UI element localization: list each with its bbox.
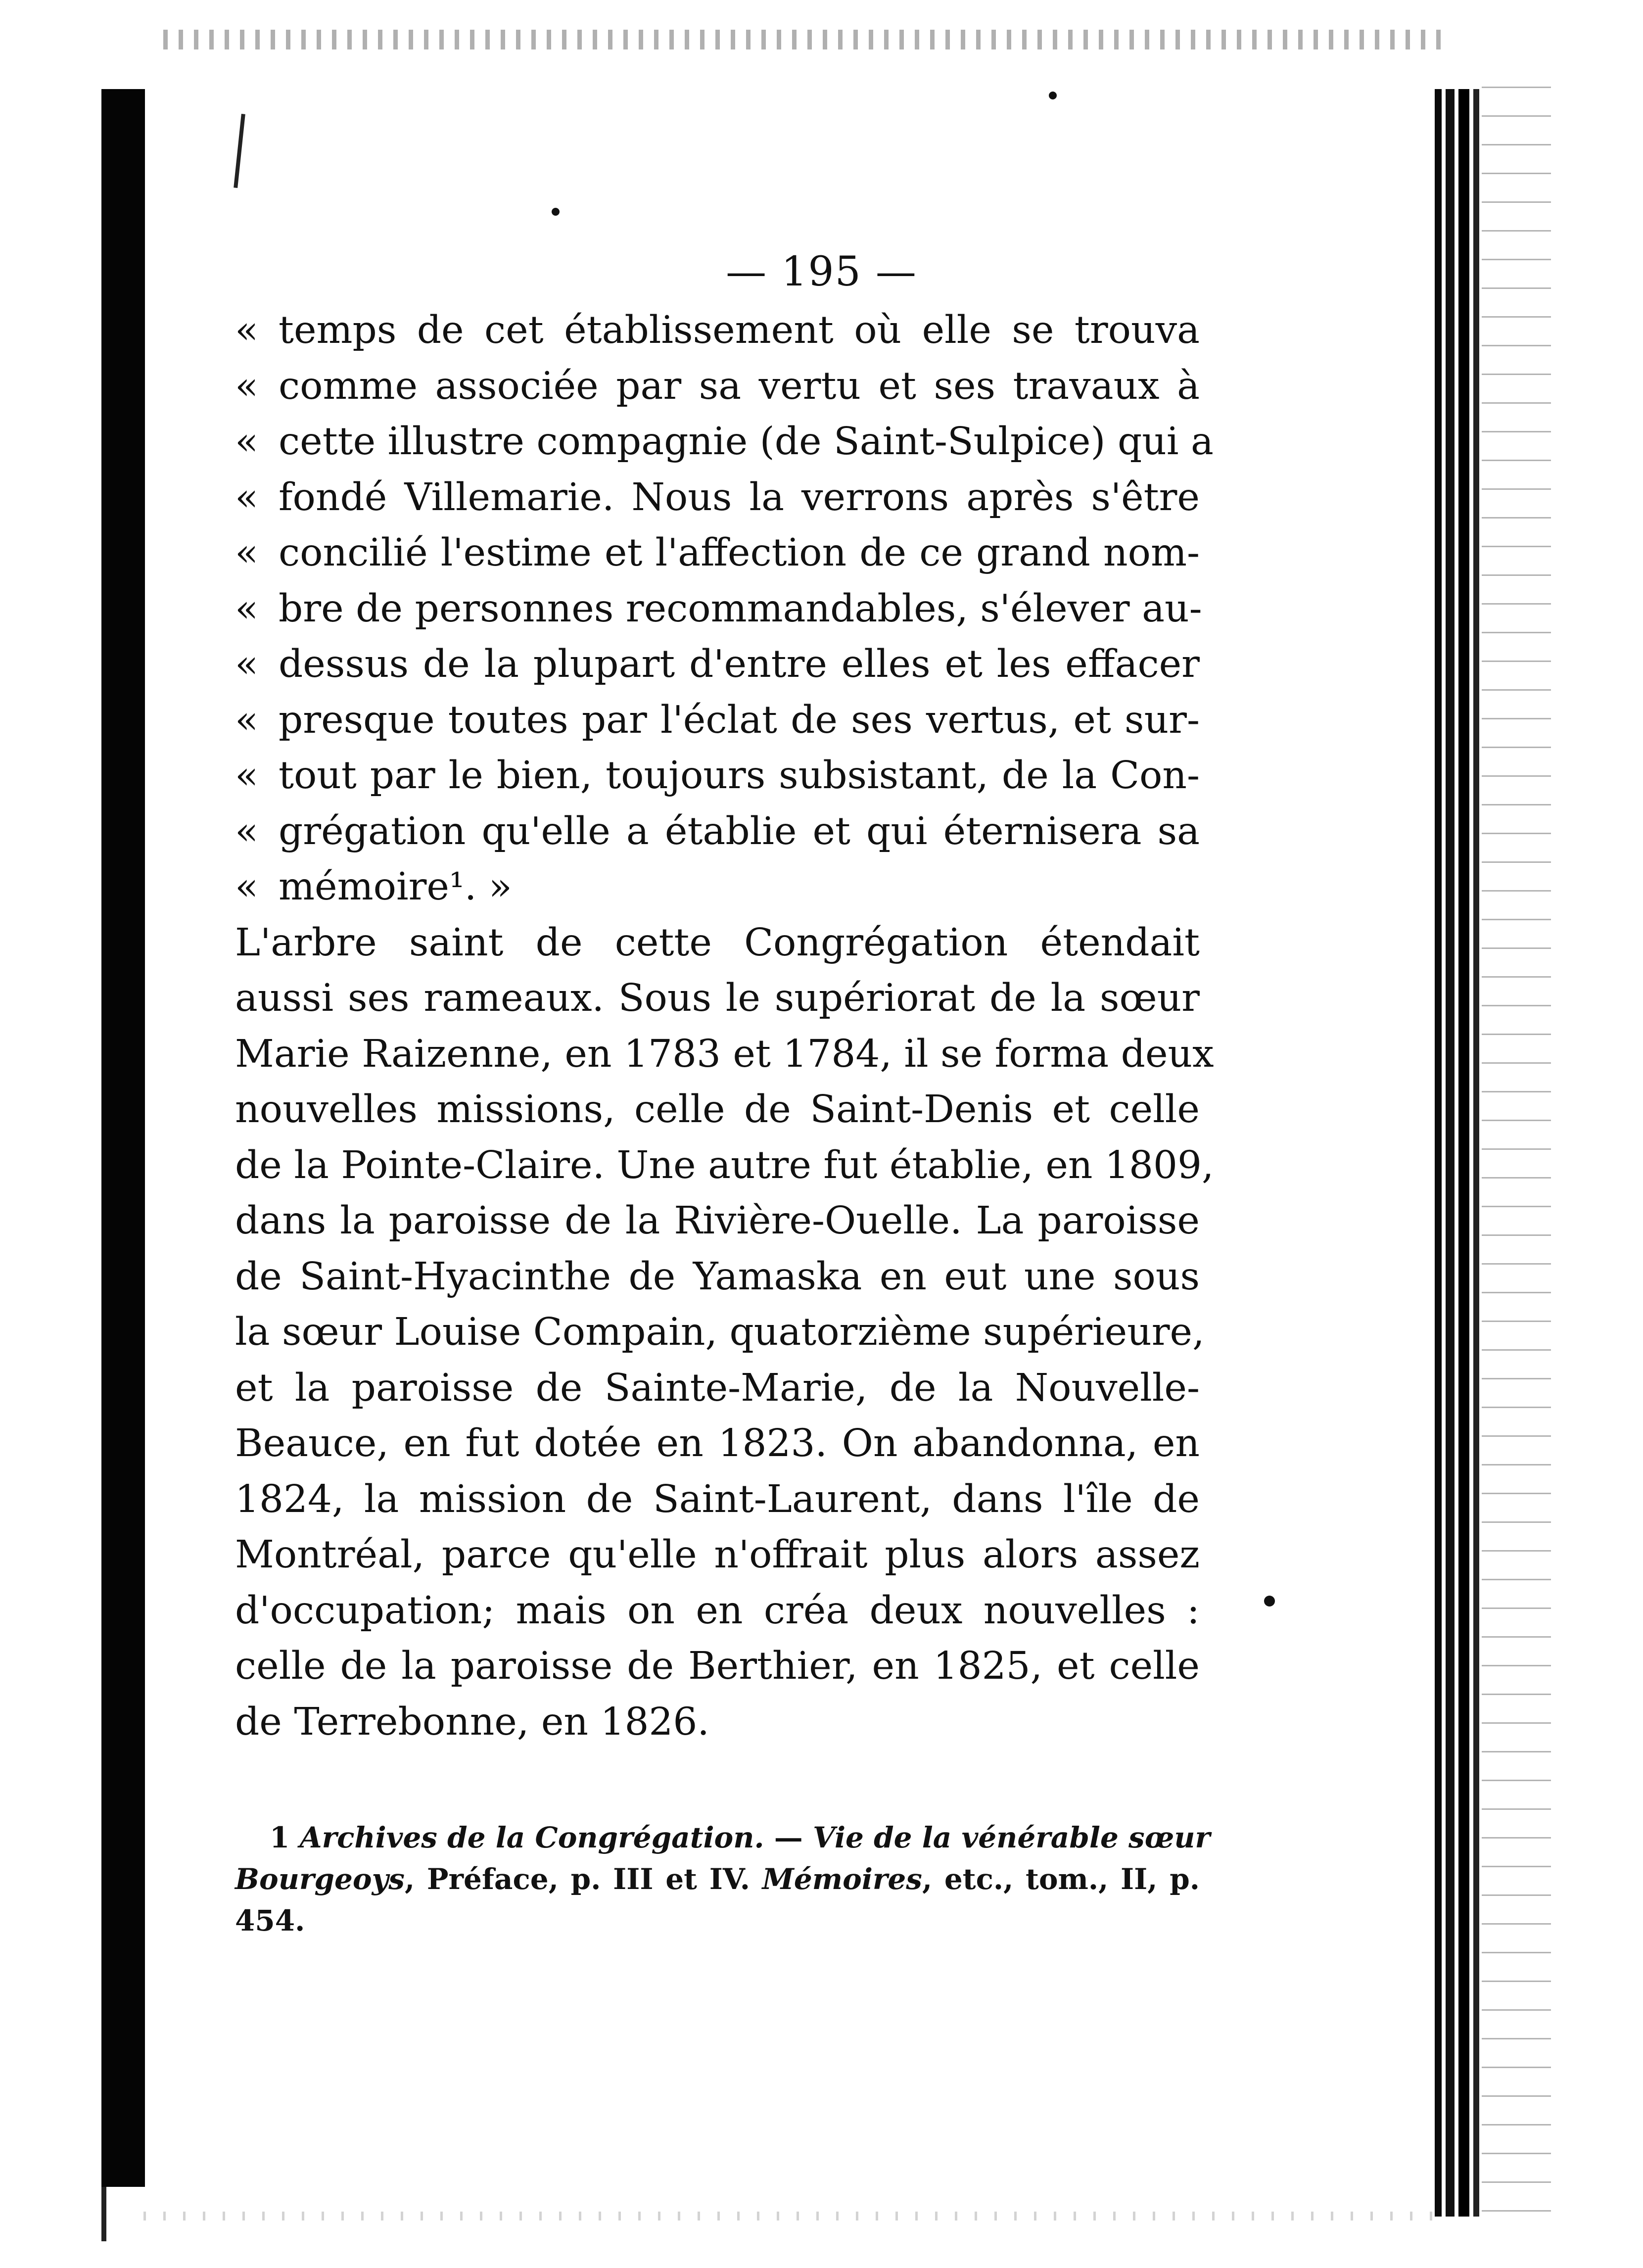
paragraph-line: Montréal, parce qu'elle n'offrait plus alors assez [235,1533,1200,1577]
line-text: dessus de la plupart d'entre elles et les effacer [279,642,1200,686]
paragraph-line: d'occupation; mais on en créa deux nouvelles : [235,1588,1200,1633]
paragraph-line: 1824, la mission de Saint-Laurent, dans l'île de [235,1477,1200,1521]
scan-left-tick [101,2187,106,2241]
line-text: cette illustre compagnie (de Saint-Sulpice) qui a [279,420,1214,464]
pencil-mark [234,114,245,188]
footnote-line [235,1858,1200,1900]
quote-mark: « [235,531,259,575]
scan-top-edge [163,30,1450,49]
paragraph-line: nouvelles missions, celle de Saint-Denis et celle [235,1087,1200,1132]
footnote-line [235,1900,1200,1941]
line-text: mémoire¹. » [279,865,512,909]
quote-mark: « [235,642,259,686]
line-text: temps de cet établissement où elle se trouva [279,308,1200,352]
quote-mark: « [235,754,259,798]
quote-mark: « [235,475,259,520]
quoted-line [235,693,1200,749]
ink-dot [1049,92,1057,99]
footnote-dash: — [774,1821,803,1854]
quoted-line [235,470,1200,526]
footnote-text: , Préface, p. III et IV. [404,1862,750,1896]
footnote-text: 454. [235,1904,305,1937]
footnote [235,1817,1211,1941]
footnote-number: 1 [270,1821,290,1854]
quoted-line [235,303,1200,359]
line-text: bre de personnes recommandables, s'élever au- [279,586,1202,631]
paragraph-line: la sœur Louise Compain, quatorzième supérieure, [235,1310,1205,1354]
footnote-source: Archives de la Congrégation. [299,1821,764,1854]
footnote-source: Bourgeoys [235,1862,405,1896]
line-text: presque toutes par l'éclat de ses vertus, et sur- [279,698,1200,742]
page-number: — 195 — [726,248,917,295]
quoted-line [235,748,1200,804]
paragraph-line: celle de la paroisse de Berthier, en 1825, et celle [235,1644,1200,1688]
paragraph-line: de Terrebonne, en 1826. [235,1700,709,1744]
footnote-source: Mémoires [762,1862,922,1896]
paragraph-line: dans la paroisse de la Rivière-Ouelle. La paroisse [235,1199,1200,1243]
paragraph-line: et la paroisse de Sainte-Marie, de la Nouvelle- [235,1366,1200,1410]
line-text: grégation qu'elle a établie et qui éternisera sa [279,809,1200,853]
quoted-line [235,525,1200,581]
quote-mark: « [235,364,259,408]
quote-mark: « [235,308,259,352]
quoted-line [235,859,1200,915]
paragraph-line: de Saint-Hyacinthe de Yamaska en eut une sous [235,1254,1200,1299]
quoted-line [235,581,1200,637]
paragraph-line: L'arbre saint de cette Congrégation étendait [235,920,1200,965]
ink-dot [1264,1596,1275,1606]
quoted-line [235,414,1214,470]
paragraph [235,915,1214,1750]
paragraph-line: Marie Raizenne, en 1783 et 1784, il se forma deux [235,1032,1214,1076]
scan-right-speckle [1482,59,1551,2226]
quoted-line [235,804,1200,860]
line-text: concilié l'estime et l'affection de ce grand nom- [279,531,1200,575]
line-text: fondé Villemarie. Nous la verrons après s'être [279,475,1200,520]
footnote-text: , etc., tom., II, p. [922,1862,1200,1896]
quote-mark: « [235,865,259,909]
scan-right-binding [1435,89,1479,2217]
paragraph-line: Beauce, en fut dotée en 1823. On abandonna, en [235,1421,1200,1465]
paragraph-line: de la Pointe-Claire. Une autre fut établie, en 1809, [235,1143,1214,1187]
scan-bottom-edge [143,2212,1435,2221]
quote-mark: « [235,586,259,631]
quotation-block [235,303,1214,915]
quoted-line [235,637,1200,693]
quote-mark: « [235,420,259,464]
quote-mark: « [235,809,259,853]
scan-left-margin-bar [101,89,145,2187]
paragraph-line: aussi ses rameaux. Sous le supériorat de la sœur [235,976,1200,1020]
line-text: comme associée par sa vertu et ses travaux à [279,364,1200,408]
body-text [235,303,1214,1750]
line-text: tout par le bien, toujours subsistant, de la Con- [279,754,1200,798]
quote-mark: « [235,698,259,742]
footnote-line [235,1817,1211,1858]
quoted-line [235,359,1200,415]
ink-dot [552,208,560,216]
footnote-source: Vie de la vénérable sœur [813,1821,1211,1854]
